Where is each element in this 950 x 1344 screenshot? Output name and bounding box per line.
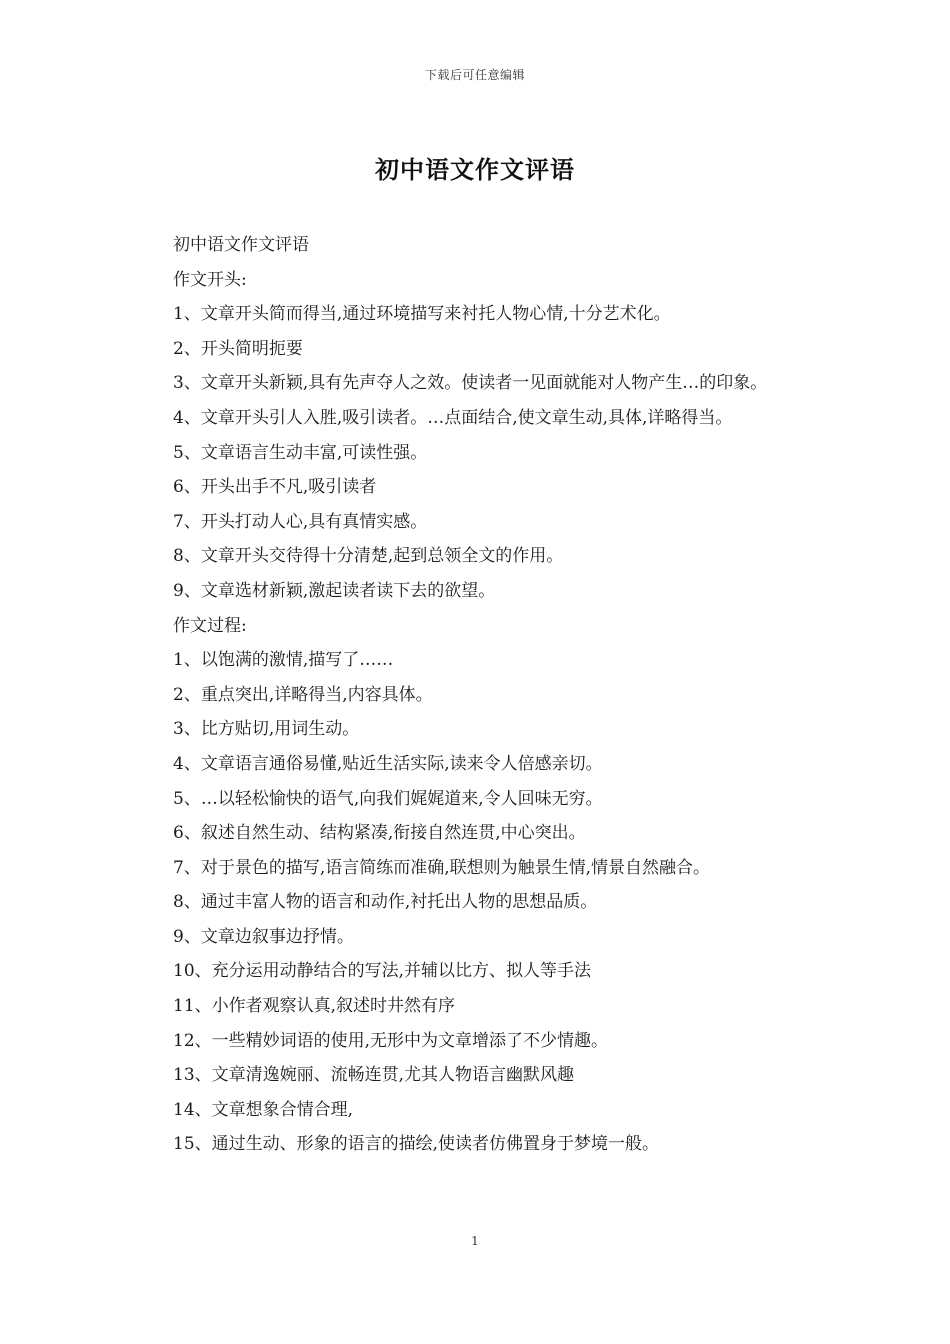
paragraph: 3、比方贴切,用词生动。 bbox=[173, 719, 360, 740]
paragraph: 2、重点突出,详略得当,内容具体。 bbox=[173, 684, 433, 705]
paragraph: 作文开头: bbox=[173, 269, 247, 290]
paragraph: 6、开头出手不凡,吸引读者 bbox=[173, 477, 377, 498]
paragraph: 9、文章选材新颖,激起读者读下去的欲望。 bbox=[173, 580, 496, 601]
document-title: 初中语文作文评语 bbox=[375, 155, 575, 184]
paragraph: 9、文章边叙事边抒情。 bbox=[173, 926, 354, 947]
paragraph: 13、文章清逸婉丽、流畅连贯,尤其人物语言幽默风趣 bbox=[173, 1065, 575, 1086]
paragraph: 2、开头简明扼要 bbox=[173, 338, 303, 359]
paragraph: 8、通过丰富人物的语言和动作,衬托出人物的思想品质。 bbox=[173, 892, 598, 913]
paragraph: 作文过程: bbox=[173, 615, 247, 636]
paragraph: 3、文章开头新颖,具有先声夺人之效。使读者一见面就能对人物产生…的印象。 bbox=[173, 373, 768, 394]
paragraph: 8、文章开头交待得十分清楚,起到总领全文的作用。 bbox=[173, 546, 564, 567]
paragraph: 5、文章语言生动丰富,可读性强。 bbox=[173, 442, 428, 463]
document-body bbox=[145, 228, 810, 1162]
paragraph: 7、开头打动人心,具有真情实感。 bbox=[173, 511, 428, 532]
paragraph: 12、一些精妙词语的使用,无形中为文章增添了不少情趣。 bbox=[173, 1030, 609, 1051]
paragraph: 11、小作者观察认真,叙述时井然有序 bbox=[173, 996, 456, 1017]
paragraph: 初中语文作文评语 bbox=[173, 235, 309, 255]
paragraph: 1、以饱满的激情,描写了…… bbox=[173, 650, 394, 671]
paragraph: 1、文章开头简而得当,通过环境描写来衬托人物心情,十分艺术化。 bbox=[173, 304, 671, 325]
paragraph: 4、文章开头引人入胜,吸引读者。…点面结合,使文章生动,具体,详略得当。 bbox=[173, 407, 733, 428]
paragraph: 6、叙述自然生动、结构紧凑,衔接自然连贯,中心突出。 bbox=[173, 823, 586, 844]
paragraph: 14、文章想象合情合理, bbox=[173, 1099, 354, 1120]
paragraph: 10、充分运用动静结合的写法,并辅以比方、拟人等手法 bbox=[173, 961, 592, 982]
paragraph: 15、通过生动、形象的语言的描绘,使读者仿佛置身于梦境一般。 bbox=[173, 1134, 660, 1155]
paragraph: 4、文章语言通俗易懂,贴近生活实际,读来令人倍感亲切。 bbox=[173, 753, 603, 774]
paragraph: 5、…以轻松愉快的语气,向我们娓娓道来,令人回味无穷。 bbox=[173, 788, 603, 809]
header-note: 下载后可任意编辑 bbox=[424, 68, 525, 82]
paragraph: 7、对于景色的描写,语言简练而准确,联想则为触景生情,情景自然融合。 bbox=[173, 857, 711, 878]
page-number: 1 bbox=[471, 1234, 479, 1248]
